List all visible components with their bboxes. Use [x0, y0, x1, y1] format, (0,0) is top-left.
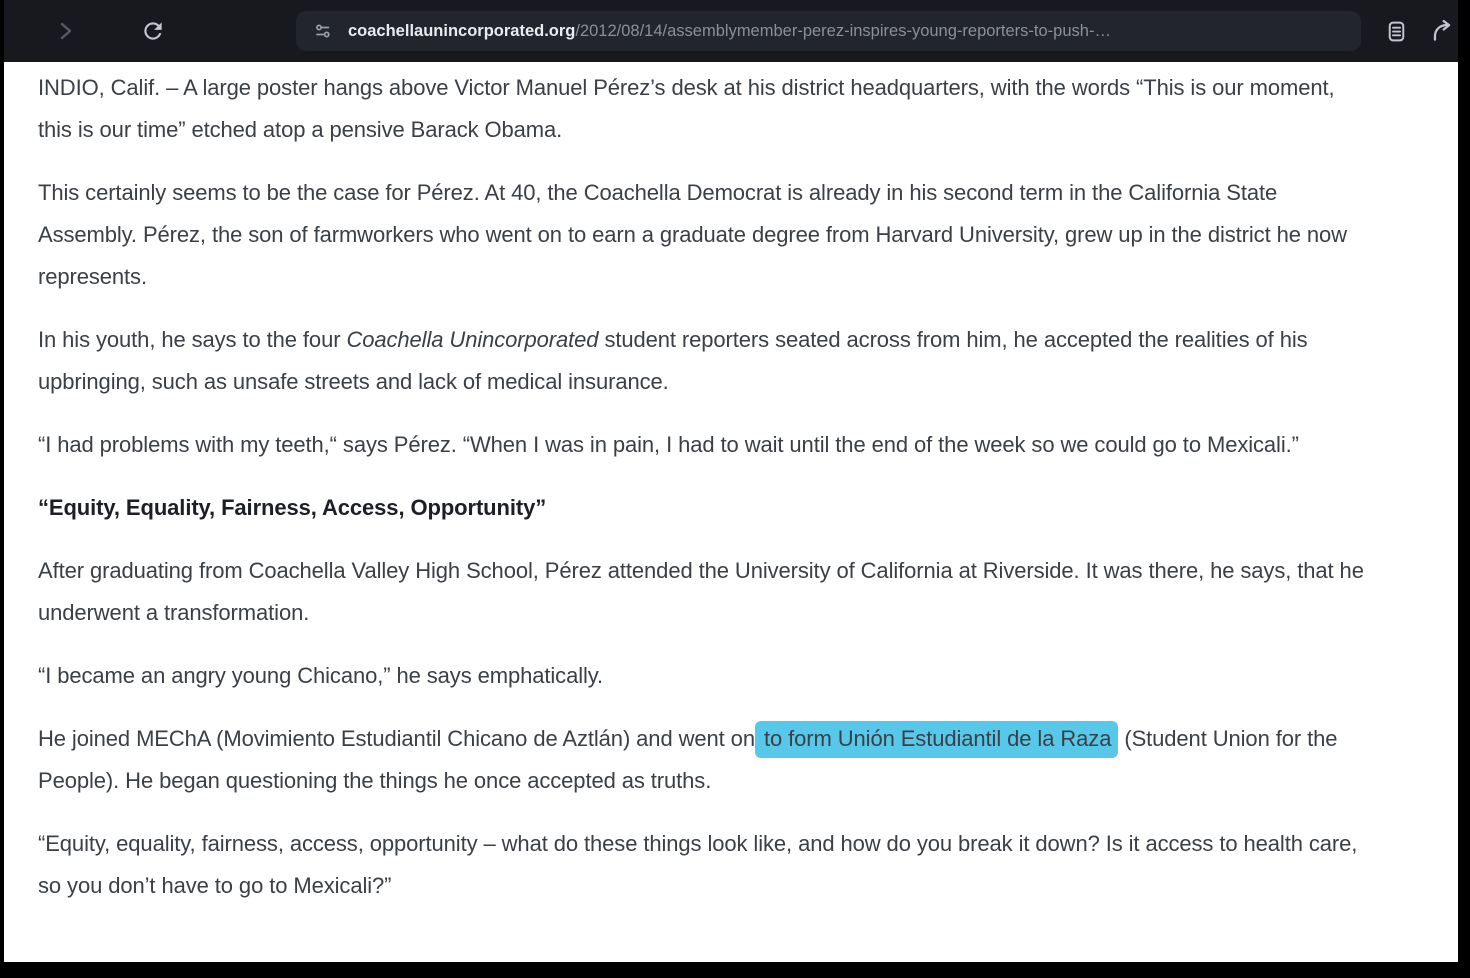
article-paragraph — [38, 655, 1368, 697]
reload-button[interactable] — [138, 16, 168, 46]
article-paragraph — [38, 172, 1368, 298]
forward-icon — [53, 19, 77, 43]
text-segment: He joined MEChA (Movimiento Estudiantil Chicano de Aztlán) and went on — [38, 726, 755, 751]
browser-window — [4, 0, 1458, 962]
text-segment: INDIO, Calif. – A large poster hangs above Victor Manuel Pérez’s desk at his district headquarters, with the words “This is our moment, this is our time” etched atop a pensive Barack Obama. — [38, 75, 1335, 142]
article — [4, 62, 1458, 962]
text-segment: “I became an angry young Chicano,” he says emphatically. — [38, 663, 604, 688]
highlighted-text: to form Unión Estudiantil de la Raza — [755, 721, 1118, 758]
reader-view-button[interactable] — [1381, 16, 1411, 46]
article-paragraph — [38, 319, 1368, 403]
article-paragraph — [38, 424, 1368, 466]
text-segment: In his youth, he says to the four — [38, 327, 347, 352]
text-segment: This certainly seems to be the case for Pérez. At 40, the Coachella Democrat is already in his second term in the California State Assembly. Pérez, the son of farmworkers who went on to earn a graduate degree from Harvard University, grew up in the district he now represents. — [38, 180, 1347, 289]
site-settings-icon[interactable] — [312, 20, 334, 42]
text-segment: student reporters seated across from him, he accepted the realities of his upbringing, such as unsafe streets and lack of medical insurance. — [38, 327, 1308, 394]
share-icon — [1429, 18, 1455, 44]
share-button[interactable] — [1427, 16, 1457, 46]
text-segment: Coachella Unincorporated — [346, 327, 599, 352]
article-paragraph — [38, 718, 1368, 802]
reload-icon — [140, 18, 166, 44]
url-bar[interactable] — [296, 11, 1361, 51]
browser-toolbar — [4, 0, 1458, 62]
url-path: /2012/08/14/assemblymember-perez-inspires-young-reporters-to-push-… — [575, 21, 1111, 40]
article-paragraph — [38, 67, 1368, 151]
text-segment: After graduating from Coachella Valley High School, Pérez attended the University of California at Riverside. It was there, he says, that he underwent a transformation. — [38, 558, 1364, 625]
text-segment: “Equity, equality, fairness, access, opportunity – what do these things look like, and how do you break it down? Is it access to health care, so you don’t have to go to Mexicali?” — [38, 831, 1358, 898]
text-segment: (Student Union for the People). He began questioning the things he once accepted as truths. — [38, 726, 1338, 793]
text-segment: “Equity, Equality, Fairness, Access, Opportunity” — [38, 495, 547, 520]
forward-button[interactable] — [50, 16, 80, 46]
text-segment: “I had problems with my teeth,“ says Pérez. “When I was in pain, I had to wait until the end of the week so we could go to Mexicali.” — [38, 432, 1299, 457]
reader-view-icon — [1384, 19, 1409, 44]
url-domain: coachellaunincorporated.org — [348, 21, 576, 40]
article-paragraph — [38, 550, 1368, 634]
section-heading — [38, 487, 1368, 529]
article-paragraph — [38, 823, 1368, 907]
